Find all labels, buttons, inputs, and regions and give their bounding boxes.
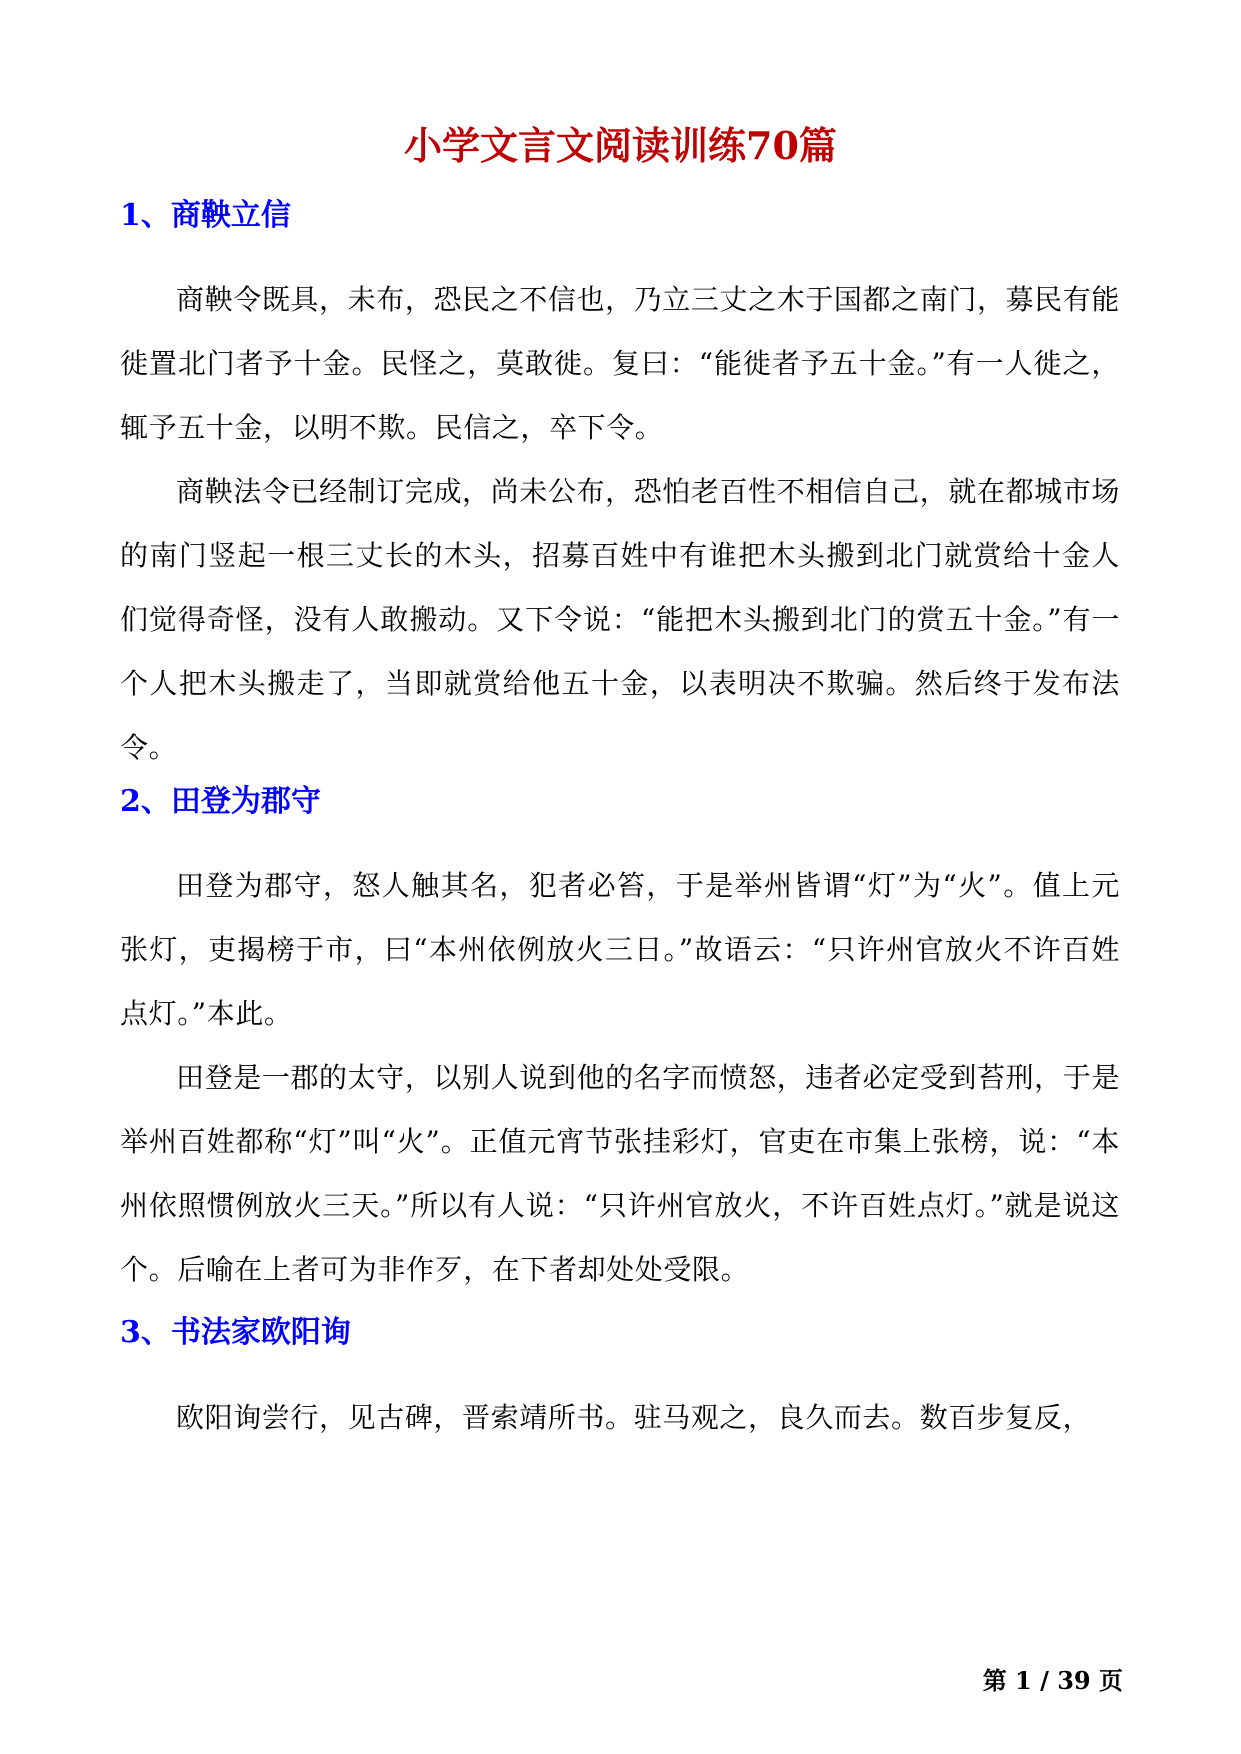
section-1-original-text: 商鞅令既具，未布，恐民之不信也，乃立三丈之木于国都之南门，募民有能徙置北门者予十金。民怪之，莫敢徙。复曰：“能徙者予五十金。”有一人徙之，辄予五十金，以明不欺。民信之，卒下令。 [120, 283, 1120, 444]
page-title: 小学文言文阅读训练70篇 [404, 123, 837, 168]
section-heading-3: 3、书法家欧阳询 [120, 1315, 351, 1350]
section-heading-1: 1、商鞅立信 [120, 198, 291, 233]
section-3-original-text: 欧阳询尝行，见古碑，晋索靖所书。驻马观之，良久而去。数百步复反， [176, 1401, 1092, 1434]
section-1-translation: 商鞅法令已经制订完成，尚未公布，恐怕老百性不相信自己，就在都城市场的南门竖起一根三丈长的木头，招募百姓中有谁把木头搬到北门就赏给十金人们觉得奇怪，没有人敢搬动。又下令说：“能把木头搬到北门的赏五十金。”有一个人把木头搬走了，当即就赏给他五十金，以表明决不欺骗。然后终于发布法令。 [120, 475, 1120, 764]
section-heading-2: 2、田登为郡守 [120, 784, 321, 819]
section-2-original-text: 田登为郡守，怒人触其名，犯者必笞，于是举州皆谓“灯”为“火”。值上元张灯，吏揭榜于市，曰“本州依例放火三日。”故语云：“只许州官放火不许百姓点灯。”本此。 [120, 869, 1120, 1030]
section-2-translation: 田登是一郡的太守，以别人说到他的名字而愤怒，违者必定受到苔刑，于是举州百姓都称“灯”叫“火”。正值元宵节张挂彩灯，官吏在市集上张榜，说：“本州依照惯例放火三天。”所以有人说：“只许州官放火，不许百姓点灯。”就是说这个。后喻在上者可为非作歹，在下者却处处受限。 [120, 1061, 1120, 1286]
page-number: 第 1 / 39 页 [982, 1666, 1123, 1695]
